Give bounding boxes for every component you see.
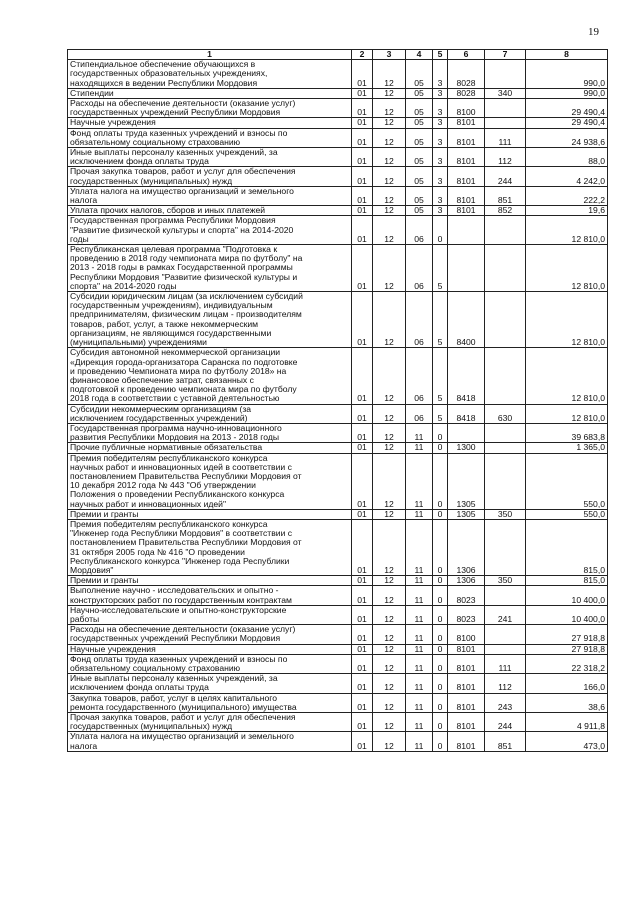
code-article: 8023 — [448, 605, 485, 624]
table-row — [68, 693, 608, 712]
row-description: Субсидия автономной некоммерческой организации «Дирекция города-организатора Саранска по подготовке и проведению Чемпионата мира по футболу 2018» на финансовое обеспечение затрат, связанных с подготовкой к проведению чемпионата мира по футболу 2018 года в соответствии с уставной деятельностью — [68, 348, 352, 404]
code-ministry: 01 — [352, 644, 373, 654]
code-ministry: 01 — [352, 693, 373, 712]
amount: 12 810,0 — [526, 404, 608, 423]
code-article: 8101 — [448, 167, 485, 186]
code-expense-type — [485, 99, 526, 118]
code-section: 12 — [373, 625, 406, 644]
code-program: 5 — [433, 348, 448, 404]
code-expense-type — [485, 586, 526, 605]
code-expense-type — [485, 443, 526, 453]
table-row — [68, 576, 608, 586]
code-expense-type: 241 — [485, 605, 526, 624]
code-expense-type — [485, 519, 526, 575]
amount: 10 400,0 — [526, 586, 608, 605]
amount: 12 810,0 — [526, 348, 608, 404]
code-program: 3 — [433, 128, 448, 147]
code-expense-type: 111 — [485, 654, 526, 673]
code-section: 12 — [373, 404, 406, 423]
table-header-row — [68, 50, 608, 60]
table-row — [68, 732, 608, 751]
code-program: 0 — [433, 644, 448, 654]
code-expense-type: 244 — [485, 167, 526, 186]
code-program: 3 — [433, 148, 448, 167]
code-expense-type: 630 — [485, 404, 526, 423]
code-expense-type — [485, 644, 526, 654]
code-program: 0 — [433, 576, 448, 586]
code-program: 3 — [433, 206, 448, 216]
code-subsection: 11 — [406, 625, 433, 644]
header-cell: 1 — [68, 50, 352, 60]
code-subsection: 05 — [406, 128, 433, 147]
code-ministry: 01 — [352, 443, 373, 453]
code-program: 0 — [433, 625, 448, 644]
amount: 27 918,8 — [526, 625, 608, 644]
code-article: 8101 — [448, 186, 485, 205]
code-ministry: 01 — [352, 292, 373, 348]
table-row — [68, 605, 608, 624]
table-row — [68, 148, 608, 167]
row-description: Иные выплаты персоналу казенных учреждений, за исключением фонда оплаты труда — [68, 674, 352, 693]
code-expense-type — [485, 60, 526, 89]
code-expense-type: 350 — [485, 576, 526, 586]
code-article: 8101 — [448, 206, 485, 216]
row-description: Прочая закупка товаров, работ и услуг для обеспечения государственных (муниципальных) нужд — [68, 167, 352, 186]
code-subsection: 05 — [406, 186, 433, 205]
code-article: 8101 — [448, 118, 485, 128]
table-row — [68, 453, 608, 509]
code-ministry: 01 — [352, 186, 373, 205]
code-expense-type: 244 — [485, 713, 526, 732]
row-description: Научные учреждения — [68, 118, 352, 128]
code-article: 8023 — [448, 586, 485, 605]
table-row — [68, 625, 608, 644]
header-cell: 3 — [373, 50, 406, 60]
code-subsection: 06 — [406, 292, 433, 348]
code-subsection: 11 — [406, 576, 433, 586]
code-program: 0 — [433, 443, 448, 453]
code-subsection: 06 — [406, 216, 433, 245]
code-program: 0 — [433, 605, 448, 624]
header-cell: 2 — [352, 50, 373, 60]
code-section: 12 — [373, 60, 406, 89]
code-subsection: 11 — [406, 519, 433, 575]
table-row — [68, 509, 608, 519]
code-article: 8418 — [448, 348, 485, 404]
code-ministry: 01 — [352, 732, 373, 751]
code-section: 12 — [373, 88, 406, 98]
table-row — [68, 519, 608, 575]
table-row — [68, 713, 608, 732]
code-ministry: 01 — [352, 586, 373, 605]
code-ministry: 01 — [352, 167, 373, 186]
code-section: 12 — [373, 654, 406, 673]
amount: 29 490,4 — [526, 118, 608, 128]
code-section: 12 — [373, 118, 406, 128]
table-row — [68, 128, 608, 147]
code-ministry: 01 — [352, 245, 373, 292]
row-description: Государственная программа Республики Мордовия "Развитие физической культуры и спорта" на 2014-2020 годы — [68, 216, 352, 245]
row-description: Стипендиальное обеспечение обучающихся в государственных образовательных учреждениях, находящихся в ведении Республики Мордовия — [68, 60, 352, 89]
row-description: Закупка товаров, работ, услуг в целях капитального ремонта государственного (муниципального) имущества — [68, 693, 352, 712]
row-description: Премия победителям республиканского конкурса "Инженер года Республики Мордовия" в соответствии с постановлением Правительства Республики Мордовия от 31 октября 2005 года № 416 "О проведении Республиканского конкурса "Инженер года Республики Мордовия" — [68, 519, 352, 575]
header-cell: 7 — [485, 50, 526, 60]
table-row — [68, 644, 608, 654]
code-article: 8101 — [448, 693, 485, 712]
amount: 4 242,0 — [526, 167, 608, 186]
code-subsection: 05 — [406, 206, 433, 216]
row-description: Уплата налога на имущество организаций и земельного налога — [68, 732, 352, 751]
code-section: 12 — [373, 586, 406, 605]
row-description: Прочая закупка товаров, работ и услуг для обеспечения государственных (муниципальных) нужд — [68, 713, 352, 732]
code-article: 8418 — [448, 404, 485, 423]
code-section: 12 — [373, 245, 406, 292]
header-cell: 4 — [406, 50, 433, 60]
code-article: 8400 — [448, 292, 485, 348]
code-section: 12 — [373, 576, 406, 586]
code-section: 12 — [373, 453, 406, 509]
code-program: 3 — [433, 118, 448, 128]
row-description: Государственная программа научно-инновационного развития Республики Мордовия на 2013 - 2018 годы — [68, 423, 352, 442]
row-description: Фонд оплаты труда казенных учреждений и взносы по обязательному социальному страхованию — [68, 128, 352, 147]
code-expense-type: 350 — [485, 509, 526, 519]
code-subsection: 11 — [406, 586, 433, 605]
table-row — [68, 99, 608, 118]
amount: 12 810,0 — [526, 292, 608, 348]
code-subsection: 11 — [406, 654, 433, 673]
code-program: 0 — [433, 713, 448, 732]
code-program: 0 — [433, 732, 448, 751]
code-article: 8101 — [448, 148, 485, 167]
row-description: Премии и гранты — [68, 509, 352, 519]
code-article: 1300 — [448, 443, 485, 453]
amount: 550,0 — [526, 453, 608, 509]
row-description: Премии и гранты — [68, 576, 352, 586]
row-description: Научные учреждения — [68, 644, 352, 654]
code-section: 12 — [373, 605, 406, 624]
code-expense-type: 852 — [485, 206, 526, 216]
row-description: Субсидии юридическим лицам (за исключением субсидий государственным учреждениям), индивидуальным предпринимателям, физическим лицам - производителям товаров, работ, услуг, а также некоммерческим организациям, не являющимся государственными (муниципальными) учреждениями — [68, 292, 352, 348]
code-subsection: 11 — [406, 605, 433, 624]
code-section: 12 — [373, 693, 406, 712]
code-subsection: 11 — [406, 644, 433, 654]
code-ministry: 01 — [352, 654, 373, 673]
code-program: 0 — [433, 654, 448, 673]
code-section: 12 — [373, 128, 406, 147]
code-subsection: 11 — [406, 732, 433, 751]
table-row — [68, 88, 608, 98]
amount: 19,6 — [526, 206, 608, 216]
code-article — [448, 216, 485, 245]
code-subsection: 05 — [406, 118, 433, 128]
amount: 10 400,0 — [526, 605, 608, 624]
code-subsection: 11 — [406, 713, 433, 732]
amount: 38,6 — [526, 693, 608, 712]
code-section: 12 — [373, 519, 406, 575]
code-subsection: 06 — [406, 404, 433, 423]
code-expense-type — [485, 348, 526, 404]
code-program: 0 — [433, 423, 448, 442]
code-subsection: 05 — [406, 88, 433, 98]
page-number: 19 — [588, 26, 599, 38]
code-article: 8101 — [448, 644, 485, 654]
code-subsection: 11 — [406, 423, 433, 442]
code-subsection: 05 — [406, 167, 433, 186]
code-article: 8101 — [448, 713, 485, 732]
code-program: 5 — [433, 245, 448, 292]
table-row — [68, 404, 608, 423]
code-ministry: 01 — [352, 519, 373, 575]
code-article — [448, 245, 485, 292]
code-expense-type: 112 — [485, 674, 526, 693]
code-program: 0 — [433, 674, 448, 693]
header-cell: 8 — [526, 50, 608, 60]
code-ministry: 01 — [352, 348, 373, 404]
code-expense-type: 243 — [485, 693, 526, 712]
amount: 12 810,0 — [526, 245, 608, 292]
code-expense-type — [485, 118, 526, 128]
code-article: 8101 — [448, 654, 485, 673]
row-description: Стипендии — [68, 88, 352, 98]
code-article: 8101 — [448, 732, 485, 751]
row-description: Уплата налога на имущество организаций и земельного налога — [68, 186, 352, 205]
code-expense-type — [485, 292, 526, 348]
code-article: 1306 — [448, 576, 485, 586]
code-section: 12 — [373, 732, 406, 751]
code-subsection: 06 — [406, 348, 433, 404]
table-row — [68, 60, 608, 89]
code-subsection: 11 — [406, 509, 433, 519]
code-section: 12 — [373, 99, 406, 118]
code-program: 3 — [433, 99, 448, 118]
code-section: 12 — [373, 148, 406, 167]
amount: 29 490,4 — [526, 99, 608, 118]
code-article: 8101 — [448, 674, 485, 693]
amount: 24 938,6 — [526, 128, 608, 147]
table-row — [68, 423, 608, 442]
code-ministry: 01 — [352, 576, 373, 586]
code-ministry: 01 — [352, 118, 373, 128]
row-description: Республиканская целевая программа "Подготовка к проведению в 2018 году чемпионата мира по футболу" на 2013 - 2018 годы в рамках Государственной программы Республики Мордовия "Развитие физической культуры и спорта" на 2014-2020 годы — [68, 245, 352, 292]
row-description: Расходы на обеспечение деятельности (оказание услуг) государственных учреждений Республики Мордовия — [68, 99, 352, 118]
code-expense-type — [485, 423, 526, 442]
code-article: 8101 — [448, 128, 485, 147]
row-description: Прочие публичные нормативные обязательства — [68, 443, 352, 453]
table-row — [68, 216, 608, 245]
amount: 22 318,2 — [526, 654, 608, 673]
budget-table — [67, 49, 608, 752]
amount: 1 365,0 — [526, 443, 608, 453]
code-ministry: 01 — [352, 423, 373, 442]
table-row — [68, 674, 608, 693]
code-subsection: 05 — [406, 148, 433, 167]
code-section: 12 — [373, 167, 406, 186]
code-expense-type: 112 — [485, 148, 526, 167]
row-description: Субсидии некоммерческим организациям (за исключением государственных учреждений) — [68, 404, 352, 423]
code-section: 12 — [373, 206, 406, 216]
amount: 27 918,8 — [526, 644, 608, 654]
code-expense-type: 111 — [485, 128, 526, 147]
row-description: Премия победителям республиканского конкурса научных работ и инновационных идей в соответствии с постановлением Правительства Республики Мордовия от 10 декабря 2012 года № 443 "Об утверждении Положения о проведении Республиканского конкурса научных работ и инновационных идей" — [68, 453, 352, 509]
code-section: 12 — [373, 186, 406, 205]
table-row — [68, 167, 608, 186]
code-program: 5 — [433, 404, 448, 423]
code-expense-type — [485, 625, 526, 644]
code-article: 8100 — [448, 99, 485, 118]
code-subsection: 05 — [406, 60, 433, 89]
code-ministry: 01 — [352, 99, 373, 118]
amount: 222,2 — [526, 186, 608, 205]
code-ministry: 01 — [352, 88, 373, 98]
code-program: 0 — [433, 519, 448, 575]
table-body — [68, 60, 608, 752]
row-description: Выполнение научно - исследовательских и опытно - конструкторских работ по государственным контрактам — [68, 586, 352, 605]
code-ministry: 01 — [352, 60, 373, 89]
code-ministry: 01 — [352, 509, 373, 519]
amount: 550,0 — [526, 509, 608, 519]
row-description: Фонд оплаты труда казенных учреждений и взносы по обязательному социальному страхованию — [68, 654, 352, 673]
code-program: 0 — [433, 453, 448, 509]
table-row — [68, 586, 608, 605]
code-article: 1305 — [448, 453, 485, 509]
code-ministry: 01 — [352, 625, 373, 644]
row-description: Иные выплаты персоналу казенных учреждений, за исключением фонда оплаты труда — [68, 148, 352, 167]
code-program: 3 — [433, 167, 448, 186]
code-subsection: 05 — [406, 99, 433, 118]
code-section: 12 — [373, 443, 406, 453]
code-expense-type: 851 — [485, 732, 526, 751]
code-program: 0 — [433, 586, 448, 605]
code-article — [448, 423, 485, 442]
code-section: 12 — [373, 423, 406, 442]
code-ministry: 01 — [352, 216, 373, 245]
code-ministry: 01 — [352, 713, 373, 732]
code-program: 5 — [433, 292, 448, 348]
code-ministry: 01 — [352, 404, 373, 423]
amount: 4 911,8 — [526, 713, 608, 732]
code-article: 8028 — [448, 88, 485, 98]
table-row — [68, 206, 608, 216]
code-subsection: 11 — [406, 453, 433, 509]
table-row — [68, 348, 608, 404]
code-section: 12 — [373, 292, 406, 348]
row-description: Научно-исследовательские и опытно-конструкторские работы — [68, 605, 352, 624]
table-row — [68, 654, 608, 673]
row-description: Расходы на обеспечение деятельности (оказание услуг) государственных учреждений Республики Мордовия — [68, 625, 352, 644]
code-ministry: 01 — [352, 605, 373, 624]
amount: 12 810,0 — [526, 216, 608, 245]
row-description: Уплата прочих налогов, сборов и иных платежей — [68, 206, 352, 216]
amount: 815,0 — [526, 576, 608, 586]
code-program: 3 — [433, 186, 448, 205]
amount: 88,0 — [526, 148, 608, 167]
code-program: 0 — [433, 693, 448, 712]
header-cell: 5 — [433, 50, 448, 60]
code-subsection: 11 — [406, 674, 433, 693]
amount: 990,0 — [526, 88, 608, 98]
code-program: 3 — [433, 60, 448, 89]
code-section: 12 — [373, 644, 406, 654]
code-article: 8028 — [448, 60, 485, 89]
table-row — [68, 186, 608, 205]
amount: 166,0 — [526, 674, 608, 693]
code-ministry: 01 — [352, 128, 373, 147]
code-subsection: 11 — [406, 693, 433, 712]
header-cell: 6 — [448, 50, 485, 60]
amount: 815,0 — [526, 519, 608, 575]
code-ministry: 01 — [352, 674, 373, 693]
table-row — [68, 245, 608, 292]
table-row — [68, 118, 608, 128]
code-ministry: 01 — [352, 206, 373, 216]
amount: 39 683,8 — [526, 423, 608, 442]
code-program: 0 — [433, 509, 448, 519]
amount: 473,0 — [526, 732, 608, 751]
code-section: 12 — [373, 216, 406, 245]
table-row — [68, 292, 608, 348]
code-expense-type — [485, 453, 526, 509]
code-section: 12 — [373, 674, 406, 693]
code-ministry: 01 — [352, 148, 373, 167]
code-article: 1305 — [448, 509, 485, 519]
code-subsection: 06 — [406, 245, 433, 292]
code-expense-type: 340 — [485, 88, 526, 98]
code-article: 8100 — [448, 625, 485, 644]
code-subsection: 11 — [406, 443, 433, 453]
code-section: 12 — [373, 509, 406, 519]
table-row — [68, 443, 608, 453]
code-program: 3 — [433, 88, 448, 98]
code-expense-type — [485, 245, 526, 292]
code-expense-type — [485, 216, 526, 245]
code-program: 0 — [433, 216, 448, 245]
code-article: 1306 — [448, 519, 485, 575]
amount: 990,0 — [526, 60, 608, 89]
code-expense-type: 851 — [485, 186, 526, 205]
code-ministry: 01 — [352, 453, 373, 509]
code-section: 12 — [373, 713, 406, 732]
code-section: 12 — [373, 348, 406, 404]
